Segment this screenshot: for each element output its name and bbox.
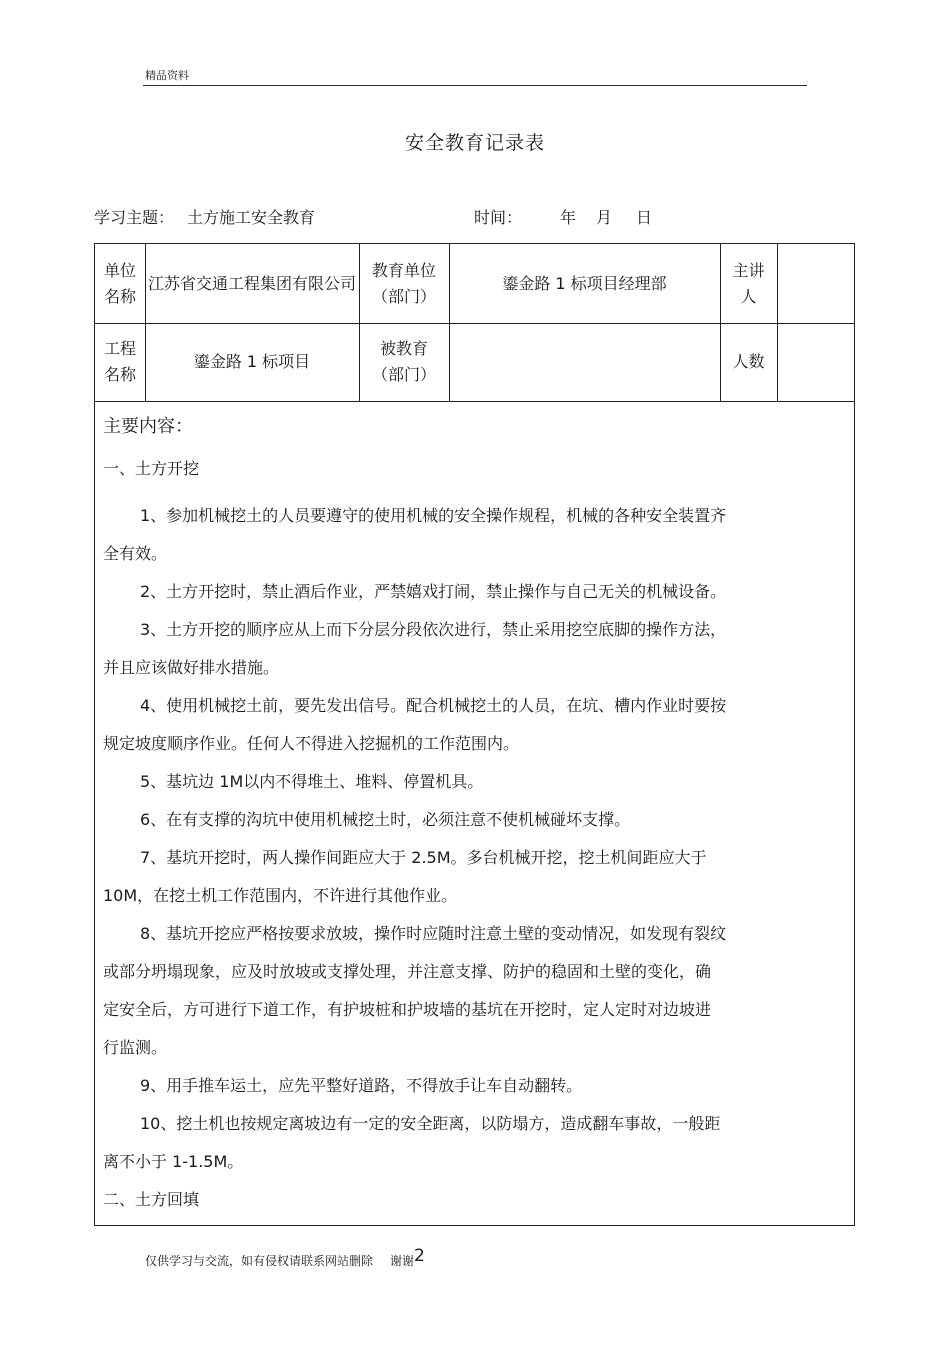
content-line: 2、土方开挖时，禁止酒后作业，严禁嬉戏打闹，禁止操作与自己无关的机械设备。 xyxy=(140,582,727,601)
section-heading: 二、土方回填 xyxy=(103,1190,200,1209)
content-line: 10、挖土机也按规定离坡边有一定的安全距离，以防塌方，造成翻车事故，一般距 xyxy=(140,1114,721,1133)
unit-name-label: 单位名称 xyxy=(103,260,136,306)
content-line: 行监测。 xyxy=(103,1038,168,1057)
page-header-text: 精品资料 xyxy=(145,69,189,82)
content-line: 1、参加机械挖土的人员要遵守的使用机械的安全操作规程，机械的各种安全装置齐 xyxy=(140,506,727,525)
content-line: 规定坡度顺序作业。任何人不得进入挖掘机的工作范围内。 xyxy=(103,734,520,753)
edu-unit-label: 教育单位（部门） xyxy=(371,260,436,306)
page-title: 安全教育记录表 xyxy=(404,132,545,154)
project-name-label: 工程名称 xyxy=(103,339,136,384)
content-line: 全有效。 xyxy=(103,544,168,563)
footer-text: 仅供学习与交流，如有侵权请联系网站删除 xyxy=(145,1254,374,1268)
project-name-value: 鎏金路 1 标项目 xyxy=(193,352,311,371)
topic-label: 学习主题： xyxy=(94,208,175,227)
content-line: 6、在有支撑的沟坑中使用机械挖土时，必须注意不使机械碰坏支撑。 xyxy=(140,810,631,829)
record-table xyxy=(94,243,855,1226)
footer-thanks: 谢谢 xyxy=(390,1254,415,1268)
content-line: 7、基坑开挖时，两人操作间距应大于 2.5M。多台机械开挖，挖土机间距应大于 xyxy=(140,848,707,867)
count-label: 人数 xyxy=(732,352,765,371)
page-number: 2 xyxy=(414,1246,425,1266)
content-line: 4、使用机械挖土前，要先发出信号。配合机械挖土的人员，在坑、槽内作业时要按 xyxy=(140,696,727,715)
count-value xyxy=(777,323,854,401)
day-label: 日 xyxy=(636,208,653,227)
unit-name-value: 江苏省交通工程集团有限公司 xyxy=(147,273,356,293)
speaker-label: 主讲人 xyxy=(732,260,765,306)
section-heading: 一、土方开挖 xyxy=(103,459,200,478)
content-heading: 主要内容： xyxy=(103,416,193,437)
educated-dept-label: 被教育（部门） xyxy=(371,339,436,384)
content-line: 离不小于 1-1.5M。 xyxy=(103,1152,244,1171)
year-label: 年 xyxy=(560,208,577,227)
time-label: 时间： xyxy=(474,208,523,227)
header-rule xyxy=(143,85,807,86)
content-line: 9、用手推车运土，应先平整好道路，不得放手让车自动翻转。 xyxy=(140,1076,583,1095)
edu-unit-value: 鎏金路 1 标项目经理部 xyxy=(502,273,667,293)
content-line: 定安全后，方可进行下道工作，有护坡桩和护坡墙的基坑在开挖时，定人定时对边坡进 xyxy=(103,1000,712,1019)
content-line: 或部分坍塌现象，应及时放坡或支撑处理，并注意支撑、防护的稳固和土壁的变化，确 xyxy=(103,962,712,981)
content-line: 并且应该做好排水措施。 xyxy=(103,658,280,677)
content-line: 8、基坑开挖应严格按要求放坡，操作时应随时注意土壁的变动情况，如发现有裂纹 xyxy=(140,924,727,943)
row-divider xyxy=(95,401,854,402)
content-line: 10M，在挖土机工作范围内，不许进行其他作业。 xyxy=(103,886,458,905)
topic-value: 土方施工安全教育 xyxy=(187,208,316,227)
educated-dept-value xyxy=(449,323,720,401)
speaker-value xyxy=(777,244,854,323)
month-label: 月 xyxy=(596,208,613,227)
content-line: 5、基坑边 1M以内不得堆土、堆料、停置机具。 xyxy=(140,772,484,791)
content-line: 3、土方开挖的顺序应从上而下分层分段依次进行，禁止采用挖空底脚的操作方法， xyxy=(140,620,727,639)
